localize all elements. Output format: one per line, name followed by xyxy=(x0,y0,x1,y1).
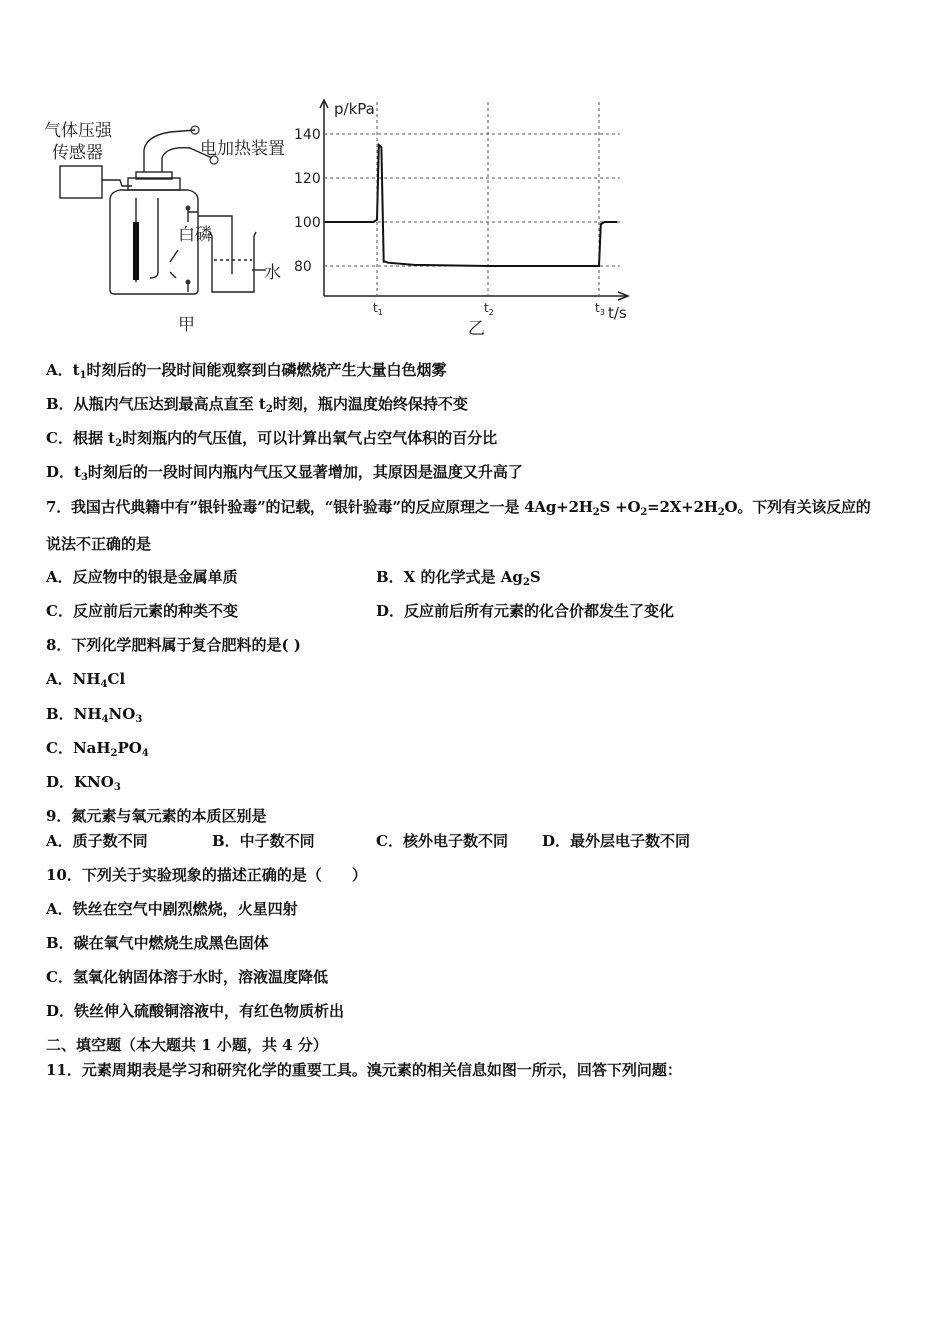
y-axis-label: p/kPa xyxy=(334,100,375,118)
heater-label: 电加热装置 xyxy=(200,139,285,159)
phosphorus-sample xyxy=(133,222,139,280)
q9-option-d: D．最外层电子数不同 xyxy=(542,832,691,850)
y-tick-label: 100 xyxy=(294,215,321,231)
sensor-label-2: 传感器 xyxy=(52,143,103,163)
q9-stem: 9．氮元素与氧元素的本质区别是 xyxy=(46,807,267,825)
q8-option-b: B．$NH_4NO_3$ xyxy=(46,705,143,725)
q9-option-a: A．质子数不同 xyxy=(46,832,148,850)
caption-yi: 乙 xyxy=(468,319,485,339)
beaker xyxy=(210,232,256,292)
pressure-sensor-box xyxy=(60,166,102,198)
q7-option-d: D．反应前后所有元素的化合价都发生了变化 xyxy=(376,602,675,620)
q10-option-d: D．铁丝伸入硫酸铜溶液中，有红色物质析出 xyxy=(46,1002,345,1020)
q6-option-c: C．根据 $t_2$时刻瓶内的气压值，可以计算出氧气占空气体积的百分比 xyxy=(46,429,498,449)
q10-option-a: A．铁丝在空气中剧烈燃烧，火星四射 xyxy=(46,900,298,918)
sensor-label-1: 气体压强 xyxy=(44,121,112,141)
x-tick-label: $t_1$ xyxy=(373,301,383,317)
q8-option-c: C．$NaH_2PO_4$ xyxy=(46,739,149,759)
section-heading: 二、填空题（本大题共 1 小题，共 4 分） xyxy=(46,1036,328,1054)
q10-option-b: B．碳在氧气中燃烧生成黑色固体 xyxy=(46,934,269,952)
pressure-series-line xyxy=(324,145,618,266)
q7-stem: 7．我国古代典籍中有”银针验毒”的记载，“银针验毒”的反应原理之一是 $4Ag+2H_2S +O_2=2X+2H_2O$。下列有关该反应的 xyxy=(46,498,871,518)
q7-stem-line2: 说法不正确的是 xyxy=(46,535,152,553)
x-tick-label: $t_2$ xyxy=(484,301,494,317)
q7-option-b: B．X 的化学式是 $Ag_2S$ xyxy=(376,568,541,588)
q7-option-c: C．反应前后元素的种类不变 xyxy=(46,602,238,620)
q6-option-a: A．$t_1$时刻后的一段时间能观察到白磷燃烧产生大量白色烟雾 xyxy=(46,361,447,381)
water-label: 水 xyxy=(264,263,281,283)
q11-stem: 11．元素周期表是学习和研究化学的重要工具。溴元素的相关信息如图一所示，回答下列问题： xyxy=(46,1061,682,1079)
q8-option-d: D．$KNO_3$ xyxy=(46,773,121,793)
y-tick-label: 80 xyxy=(294,259,312,275)
heater-wire xyxy=(144,130,195,172)
q8-stem: 8．下列化学肥料属于复合肥料的是( ) xyxy=(46,636,301,654)
q6-option-b: B．从瓶内气压达到最高点直至 $t_2$时刻，瓶内温度始终保持不变 xyxy=(46,395,468,415)
x-tick-label: $t_3$ xyxy=(595,301,605,317)
caption-jia: 甲 xyxy=(178,315,195,335)
q9-option-b: B．中子数不同 xyxy=(212,832,315,850)
apparatus-figure xyxy=(40,112,300,342)
q6-option-d: D．$t_3$时刻后的一段时间内瓶内气压又显著增加，其原因是温度又升高了 xyxy=(46,463,523,483)
q7-option-a: A．反应物中的银是金属单质 xyxy=(46,568,238,586)
q10-option-c: C．氢氧化钠固体溶于水时，溶液温度降低 xyxy=(46,968,328,986)
phosphorus-label: 白磷 xyxy=(178,225,212,245)
q8-option-a: A．$NH_4Cl$ xyxy=(46,670,126,690)
q10-stem: 10．下列关于实验现象的描述正确的是（ ） xyxy=(46,866,367,884)
pressure-chart xyxy=(290,96,635,341)
y-tick-label: 140 xyxy=(294,127,321,143)
stopper xyxy=(128,178,180,190)
x-axis-label: t/s xyxy=(608,304,627,322)
q9-option-c: C．核外电子数不同 xyxy=(376,832,508,850)
y-tick-label: 120 xyxy=(294,171,321,187)
